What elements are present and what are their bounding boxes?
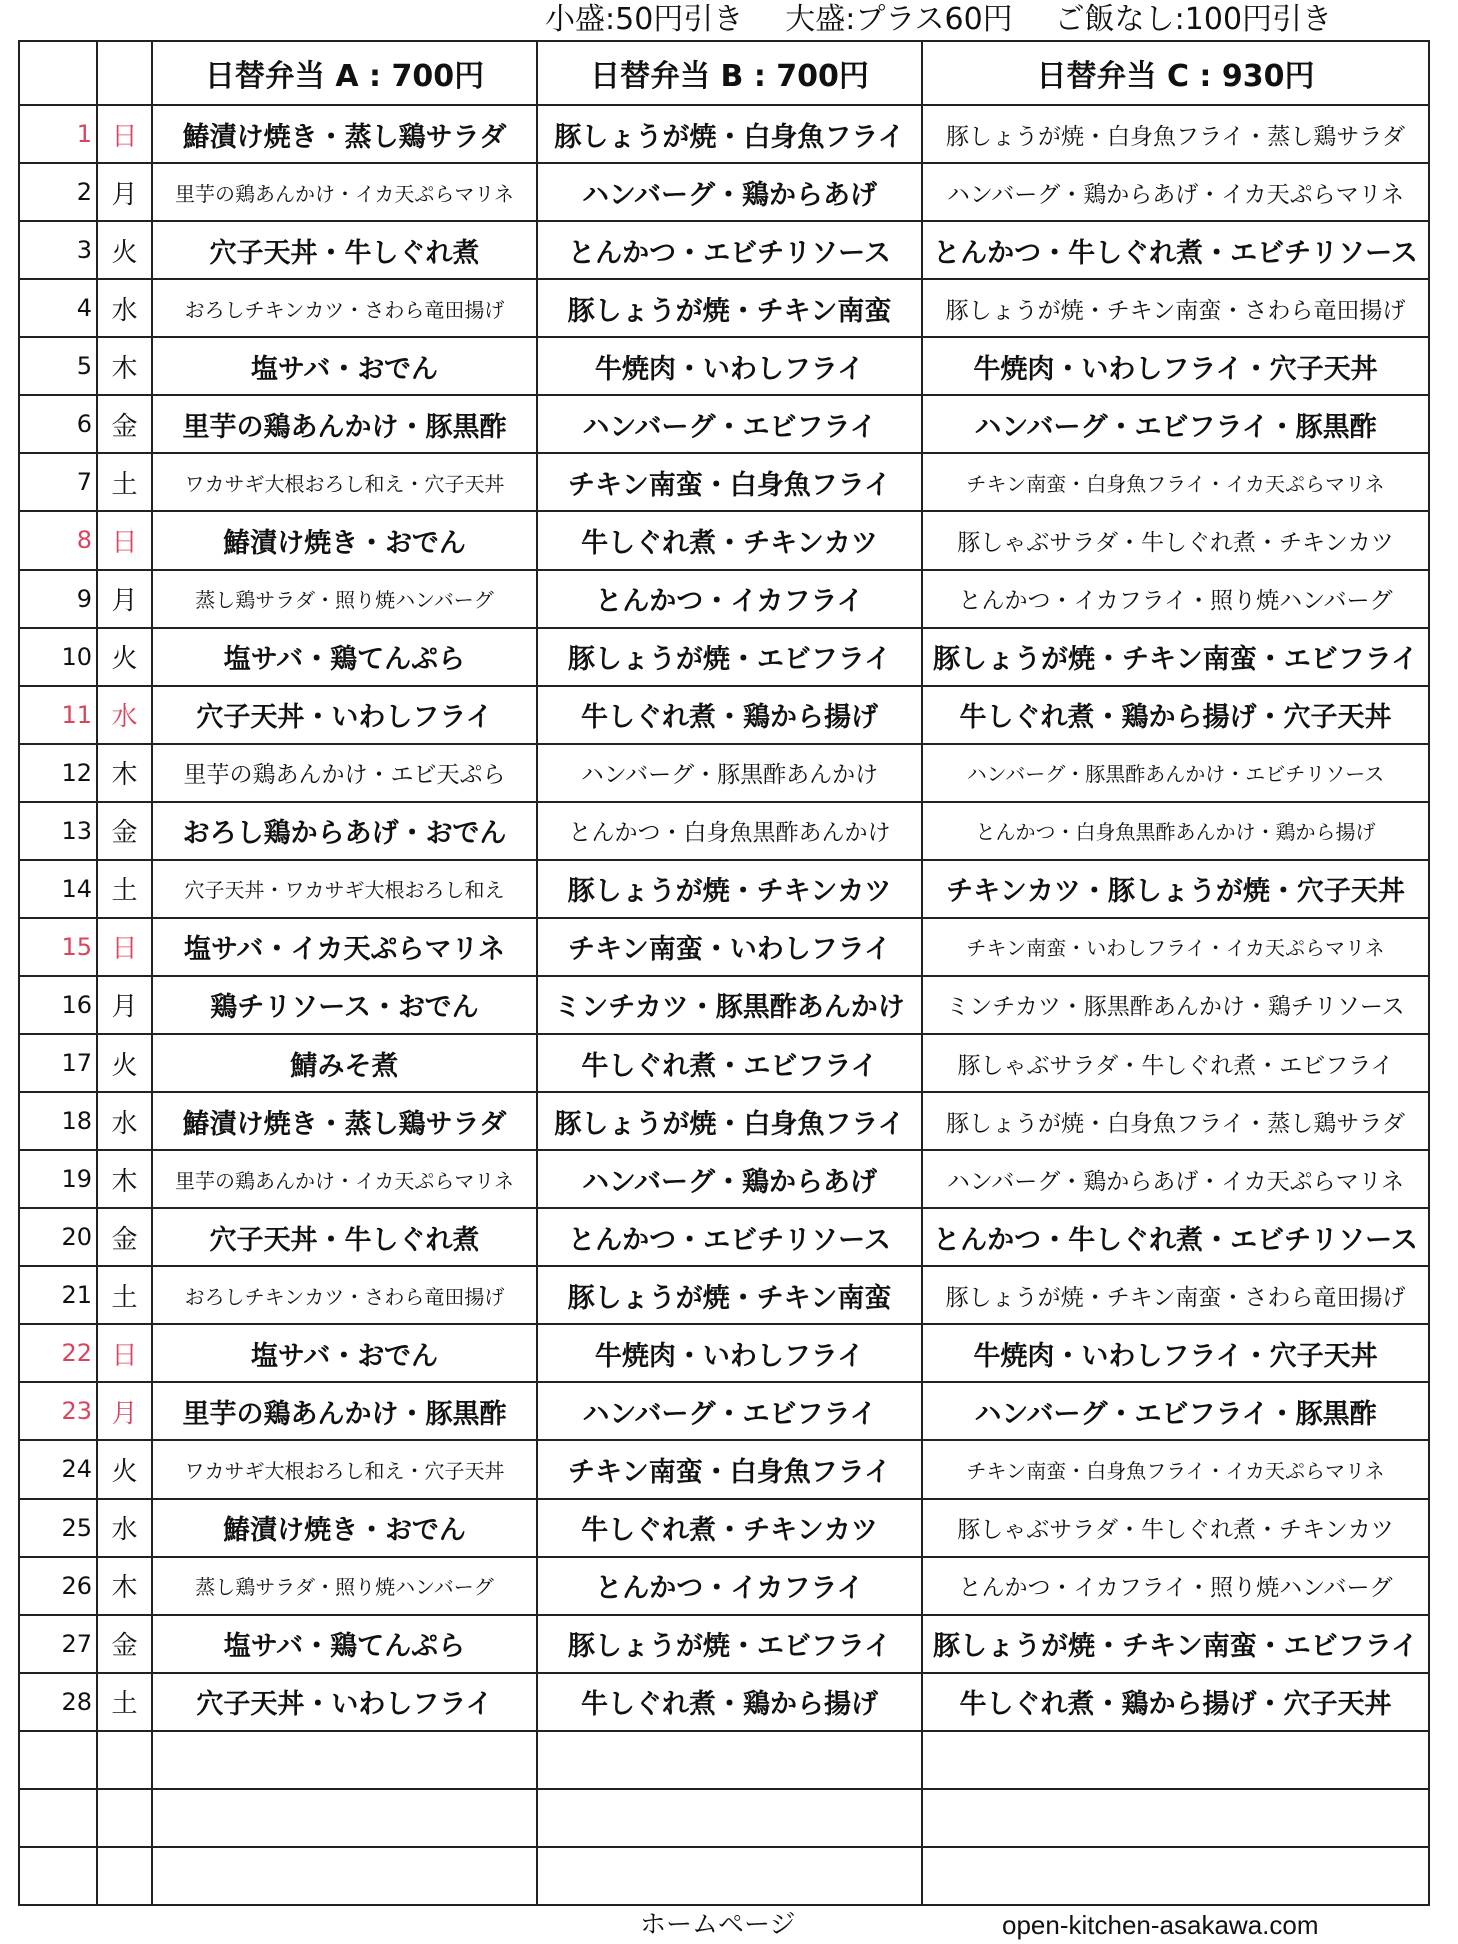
empty-row bbox=[19, 1731, 1429, 1789]
menu-row bbox=[19, 1208, 1429, 1266]
empty-cell bbox=[537, 1789, 922, 1847]
weekday: 土 bbox=[97, 453, 152, 511]
menu-row bbox=[19, 686, 1429, 744]
weekday: 火 bbox=[97, 221, 152, 279]
menu-row bbox=[19, 1324, 1429, 1382]
day-number: 9 bbox=[19, 570, 97, 628]
menu-row bbox=[19, 1440, 1429, 1498]
empty-cell bbox=[97, 1847, 152, 1905]
weekday: 日 bbox=[97, 511, 152, 569]
bento-b-dish: 豚しょうが焼・エビフライ bbox=[537, 628, 922, 686]
bento-a-dish: 塩サバ・おでん bbox=[152, 1324, 537, 1382]
bento-c-dish: 牛しぐれ煮・鶏から揚げ・穴子天丼 bbox=[922, 1673, 1429, 1731]
bento-c-dish: とんかつ・イカフライ・照り焼ハンバーグ bbox=[922, 570, 1429, 628]
bento-a-dish: 鯖みそ煮 bbox=[152, 1034, 537, 1092]
day-number: 8 bbox=[19, 511, 97, 569]
weekday: 火 bbox=[97, 1034, 152, 1092]
weekday: 日 bbox=[97, 918, 152, 976]
bento-b-dish: 豚しょうが焼・白身魚フライ bbox=[537, 105, 922, 163]
bento-c-dish: 豚しゃぶサラダ・牛しぐれ煮・エビフライ bbox=[922, 1034, 1429, 1092]
day-number: 17 bbox=[19, 1034, 97, 1092]
menu-row bbox=[19, 1557, 1429, 1615]
weekday: 水 bbox=[97, 279, 152, 337]
weekday: 月 bbox=[97, 1382, 152, 1440]
day-number: 12 bbox=[19, 744, 97, 802]
bento-b-dish: 牛しぐれ煮・鶏から揚げ bbox=[537, 686, 922, 744]
day-number: 13 bbox=[19, 802, 97, 860]
menu-row bbox=[19, 337, 1429, 395]
weekday: 木 bbox=[97, 337, 152, 395]
bento-c-dish: ミンチカツ・豚黒酢あんかけ・鶏チリソース bbox=[922, 976, 1429, 1034]
weekday: 月 bbox=[97, 570, 152, 628]
bento-c-dish: とんかつ・牛しぐれ煮・エビチリソース bbox=[922, 1208, 1429, 1266]
weekday: 金 bbox=[97, 1615, 152, 1673]
day-number: 7 bbox=[19, 453, 97, 511]
empty-cell bbox=[537, 1847, 922, 1905]
bento-a-dish: 穴子天丼・ワカサギ大根おろし和え bbox=[152, 860, 537, 918]
day-number: 22 bbox=[19, 1324, 97, 1382]
bento-a-dish: 穴子天丼・いわしフライ bbox=[152, 686, 537, 744]
day-number: 4 bbox=[19, 279, 97, 337]
empty-cell bbox=[19, 1847, 97, 1905]
bento-a-dish: ワカサギ大根おろし和え・穴子天丼 bbox=[152, 1440, 537, 1498]
menu-row bbox=[19, 1499, 1429, 1557]
bento-b-dish: ハンバーグ・エビフライ bbox=[537, 1382, 922, 1440]
bento-a-dish: 蒸し鶏サラダ・照り焼ハンバーグ bbox=[152, 570, 537, 628]
bento-b-dish: とんかつ・イカフライ bbox=[537, 570, 922, 628]
menu-row bbox=[19, 976, 1429, 1034]
menu-row bbox=[19, 1266, 1429, 1324]
bento-b-dish: ミンチカツ・豚黒酢あんかけ bbox=[537, 976, 922, 1034]
menu-row bbox=[19, 1034, 1429, 1092]
large-portion-note: 大盛:プラス60円 bbox=[785, 2, 1013, 37]
header-weekday bbox=[97, 41, 152, 105]
menu-row bbox=[19, 453, 1429, 511]
weekday: 水 bbox=[97, 1092, 152, 1150]
bento-b-dish: 豚しょうが焼・白身魚フライ bbox=[537, 1092, 922, 1150]
bento-a-dish: 鰆漬け焼き・おでん bbox=[152, 511, 537, 569]
bento-a-dish: 穴子天丼・牛しぐれ煮 bbox=[152, 1208, 537, 1266]
bento-a-dish: 里芋の鶏あんかけ・イカ天ぷらマリネ bbox=[152, 163, 537, 221]
bento-b-dish: とんかつ・エビチリソース bbox=[537, 221, 922, 279]
menu-row bbox=[19, 279, 1429, 337]
weekday: 水 bbox=[97, 1499, 152, 1557]
bento-b-dish: ハンバーグ・鶏からあげ bbox=[537, 163, 922, 221]
day-number: 24 bbox=[19, 1440, 97, 1498]
bento-b-dish: 牛しぐれ煮・チキンカツ bbox=[537, 511, 922, 569]
weekday: 木 bbox=[97, 744, 152, 802]
empty-cell bbox=[19, 1731, 97, 1789]
day-number: 26 bbox=[19, 1557, 97, 1615]
bento-c-dish: ハンバーグ・鶏からあげ・イカ天ぷらマリネ bbox=[922, 163, 1429, 221]
bento-c-dish: 豚しょうが焼・チキン南蛮・さわら竜田揚げ bbox=[922, 1266, 1429, 1324]
bento-b-dish: 牛しぐれ煮・鶏から揚げ bbox=[537, 1673, 922, 1731]
bento-a-dish: おろし鶏からあげ・おでん bbox=[152, 802, 537, 860]
bento-b-dish: チキン南蛮・白身魚フライ bbox=[537, 453, 922, 511]
homepage-url: open-kitchen-asakawa.com bbox=[1002, 1910, 1319, 1940]
menu-row bbox=[19, 1092, 1429, 1150]
bento-a-dish: 穴子天丼・いわしフライ bbox=[152, 1673, 537, 1731]
bento-a-dish: おろしチキンカツ・さわら竜田揚げ bbox=[152, 279, 537, 337]
empty-cell bbox=[152, 1731, 537, 1789]
day-number: 19 bbox=[19, 1150, 97, 1208]
weekday: 土 bbox=[97, 1266, 152, 1324]
weekday: 水 bbox=[97, 686, 152, 744]
bento-a-dish: 鰆漬け焼き・蒸し鶏サラダ bbox=[152, 105, 537, 163]
day-number: 21 bbox=[19, 1266, 97, 1324]
bento-b-dish: 豚しょうが焼・エビフライ bbox=[537, 1615, 922, 1673]
day-number: 6 bbox=[19, 395, 97, 453]
bento-a-dish: 塩サバ・鶏てんぷら bbox=[152, 1615, 537, 1673]
day-number: 15 bbox=[19, 918, 97, 976]
header-bento-a: 日替弁当 A : 700円 bbox=[152, 41, 537, 105]
bento-a-dish: おろしチキンカツ・さわら竜田揚げ bbox=[152, 1266, 537, 1324]
bento-b-dish: とんかつ・イカフライ bbox=[537, 1557, 922, 1615]
bento-b-dish: とんかつ・エビチリソース bbox=[537, 1208, 922, 1266]
empty-cell bbox=[97, 1789, 152, 1847]
day-number: 3 bbox=[19, 221, 97, 279]
weekday: 月 bbox=[97, 163, 152, 221]
day-number: 11 bbox=[19, 686, 97, 744]
price-note bbox=[545, 2, 1425, 38]
bento-a-dish: 里芋の鶏あんかけ・豚黒酢 bbox=[152, 395, 537, 453]
menu-row bbox=[19, 511, 1429, 569]
bento-b-dish: ハンバーグ・鶏からあげ bbox=[537, 1150, 922, 1208]
menu-row bbox=[19, 570, 1429, 628]
menu-body bbox=[19, 105, 1429, 1905]
day-number: 10 bbox=[19, 628, 97, 686]
bento-c-dish: 豚しょうが焼・チキン南蛮・さわら竜田揚げ bbox=[922, 279, 1429, 337]
weekday: 月 bbox=[97, 976, 152, 1034]
weekday: 土 bbox=[97, 860, 152, 918]
bento-a-dish: 塩サバ・鶏てんぷら bbox=[152, 628, 537, 686]
day-number: 28 bbox=[19, 1673, 97, 1731]
day-number: 5 bbox=[19, 337, 97, 395]
weekday: 日 bbox=[97, 1324, 152, 1382]
no-rice-note: ご飯なし:100円引き bbox=[1054, 2, 1333, 37]
bento-c-dish: 豚しゃぶサラダ・牛しぐれ煮・チキンカツ bbox=[922, 1499, 1429, 1557]
bento-c-dish: チキン南蛮・白身魚フライ・イカ天ぷらマリネ bbox=[922, 1440, 1429, 1498]
menu-row bbox=[19, 1150, 1429, 1208]
weekday: 土 bbox=[97, 1673, 152, 1731]
empty-cell bbox=[152, 1789, 537, 1847]
empty-cell bbox=[19, 1789, 97, 1847]
day-number: 18 bbox=[19, 1092, 97, 1150]
bento-c-dish: 豚しょうが焼・チキン南蛮・エビフライ bbox=[922, 628, 1429, 686]
day-number: 2 bbox=[19, 163, 97, 221]
bento-a-dish: 鶏チリソース・おでん bbox=[152, 976, 537, 1034]
weekday: 日 bbox=[97, 105, 152, 163]
bento-a-dish: 塩サバ・イカ天ぷらマリネ bbox=[152, 918, 537, 976]
menu-row bbox=[19, 744, 1429, 802]
header-day bbox=[19, 41, 97, 105]
bento-a-dish: 鰆漬け焼き・蒸し鶏サラダ bbox=[152, 1092, 537, 1150]
header-row bbox=[19, 41, 1429, 105]
bento-c-dish: 豚しょうが焼・チキン南蛮・エビフライ bbox=[922, 1615, 1429, 1673]
empty-cell bbox=[922, 1731, 1429, 1789]
bento-c-dish: とんかつ・牛しぐれ煮・エビチリソース bbox=[922, 221, 1429, 279]
bento-c-dish: ハンバーグ・エビフライ・豚黒酢 bbox=[922, 1382, 1429, 1440]
bento-a-dish: 里芋の鶏あんかけ・エビ天ぷら bbox=[152, 744, 537, 802]
header-bento-c: 日替弁当 C : 930円 bbox=[922, 41, 1429, 105]
bento-b-dish: 牛しぐれ煮・エビフライ bbox=[537, 1034, 922, 1092]
menu-row bbox=[19, 395, 1429, 453]
menu-row bbox=[19, 1615, 1429, 1673]
menu-table bbox=[18, 40, 1430, 1906]
bento-c-dish: 牛焼肉・いわしフライ・穴子天丼 bbox=[922, 1324, 1429, 1382]
bento-b-dish: 牛焼肉・いわしフライ bbox=[537, 1324, 922, 1382]
menu-row bbox=[19, 802, 1429, 860]
bento-c-dish: 牛しぐれ煮・鶏から揚げ・穴子天丼 bbox=[922, 686, 1429, 744]
menu-row bbox=[19, 860, 1429, 918]
weekday: 火 bbox=[97, 628, 152, 686]
bento-a-dish: 里芋の鶏あんかけ・豚黒酢 bbox=[152, 1382, 537, 1440]
bento-b-dish: 牛焼肉・いわしフライ bbox=[537, 337, 922, 395]
day-number: 23 bbox=[19, 1382, 97, 1440]
day-number: 25 bbox=[19, 1499, 97, 1557]
bento-c-dish: 豚しゃぶサラダ・牛しぐれ煮・チキンカツ bbox=[922, 511, 1429, 569]
weekday: 金 bbox=[97, 395, 152, 453]
day-number: 20 bbox=[19, 1208, 97, 1266]
empty-row bbox=[19, 1789, 1429, 1847]
bento-c-dish: 豚しょうが焼・白身魚フライ・蒸し鶏サラダ bbox=[922, 1092, 1429, 1150]
menu-row bbox=[19, 221, 1429, 279]
empty-cell bbox=[537, 1731, 922, 1789]
footer bbox=[0, 1908, 1458, 1942]
menu-row bbox=[19, 628, 1429, 686]
menu-row bbox=[19, 918, 1429, 976]
bento-a-dish: 穴子天丼・牛しぐれ煮 bbox=[152, 221, 537, 279]
bento-b-dish: ハンバーグ・エビフライ bbox=[537, 395, 922, 453]
day-number: 16 bbox=[19, 976, 97, 1034]
homepage-label: ホームページ bbox=[640, 1910, 796, 1940]
day-number: 1 bbox=[19, 105, 97, 163]
weekday: 火 bbox=[97, 1440, 152, 1498]
bento-b-dish: ハンバーグ・豚黒酢あんかけ bbox=[537, 744, 922, 802]
bento-c-dish: チキンカツ・豚しょうが焼・穴子天丼 bbox=[922, 860, 1429, 918]
bento-c-dish: チキン南蛮・白身魚フライ・イカ天ぷらマリネ bbox=[922, 453, 1429, 511]
weekday: 木 bbox=[97, 1557, 152, 1615]
menu-row bbox=[19, 1382, 1429, 1440]
bento-c-dish: とんかつ・白身魚黒酢あんかけ・鶏から揚げ bbox=[922, 802, 1429, 860]
weekday: 木 bbox=[97, 1150, 152, 1208]
empty-cell bbox=[922, 1789, 1429, 1847]
bento-b-dish: 豚しょうが焼・チキン南蛮 bbox=[537, 279, 922, 337]
bento-c-dish: ハンバーグ・豚黒酢あんかけ・エビチリソース bbox=[922, 744, 1429, 802]
weekday: 金 bbox=[97, 1208, 152, 1266]
bento-c-dish: チキン南蛮・いわしフライ・イカ天ぷらマリネ bbox=[922, 918, 1429, 976]
menu-row bbox=[19, 105, 1429, 163]
empty-cell bbox=[97, 1731, 152, 1789]
menu-row bbox=[19, 163, 1429, 221]
bento-a-dish: 塩サバ・おでん bbox=[152, 337, 537, 395]
bento-b-dish: 豚しょうが焼・チキン南蛮 bbox=[537, 1266, 922, 1324]
bento-b-dish: チキン南蛮・いわしフライ bbox=[537, 918, 922, 976]
bento-b-dish: 牛しぐれ煮・チキンカツ bbox=[537, 1499, 922, 1557]
menu-row bbox=[19, 1673, 1429, 1731]
empty-cell bbox=[152, 1847, 537, 1905]
bento-c-dish: とんかつ・イカフライ・照り焼ハンバーグ bbox=[922, 1557, 1429, 1615]
day-number: 27 bbox=[19, 1615, 97, 1673]
bento-a-dish: 鰆漬け焼き・おでん bbox=[152, 1499, 537, 1557]
bento-b-dish: 豚しょうが焼・チキンカツ bbox=[537, 860, 922, 918]
empty-row bbox=[19, 1847, 1429, 1905]
bento-b-dish: とんかつ・白身魚黒酢あんかけ bbox=[537, 802, 922, 860]
day-number: 14 bbox=[19, 860, 97, 918]
bento-c-dish: 豚しょうが焼・白身魚フライ・蒸し鶏サラダ bbox=[922, 105, 1429, 163]
bento-a-dish: 蒸し鶏サラダ・照り焼ハンバーグ bbox=[152, 1557, 537, 1615]
bento-c-dish: ハンバーグ・鶏からあげ・イカ天ぷらマリネ bbox=[922, 1150, 1429, 1208]
empty-cell bbox=[922, 1847, 1429, 1905]
header-bento-b: 日替弁当 B : 700円 bbox=[537, 41, 922, 105]
bento-c-dish: 牛焼肉・いわしフライ・穴子天丼 bbox=[922, 337, 1429, 395]
bento-b-dish: チキン南蛮・白身魚フライ bbox=[537, 1440, 922, 1498]
bento-c-dish: ハンバーグ・エビフライ・豚黒酢 bbox=[922, 395, 1429, 453]
bento-a-dish: ワカサギ大根おろし和え・穴子天丼 bbox=[152, 453, 537, 511]
bento-a-dish: 里芋の鶏あんかけ・イカ天ぷらマリネ bbox=[152, 1150, 537, 1208]
small-portion-note: 小盛:50円引き bbox=[545, 2, 744, 37]
weekday: 金 bbox=[97, 802, 152, 860]
